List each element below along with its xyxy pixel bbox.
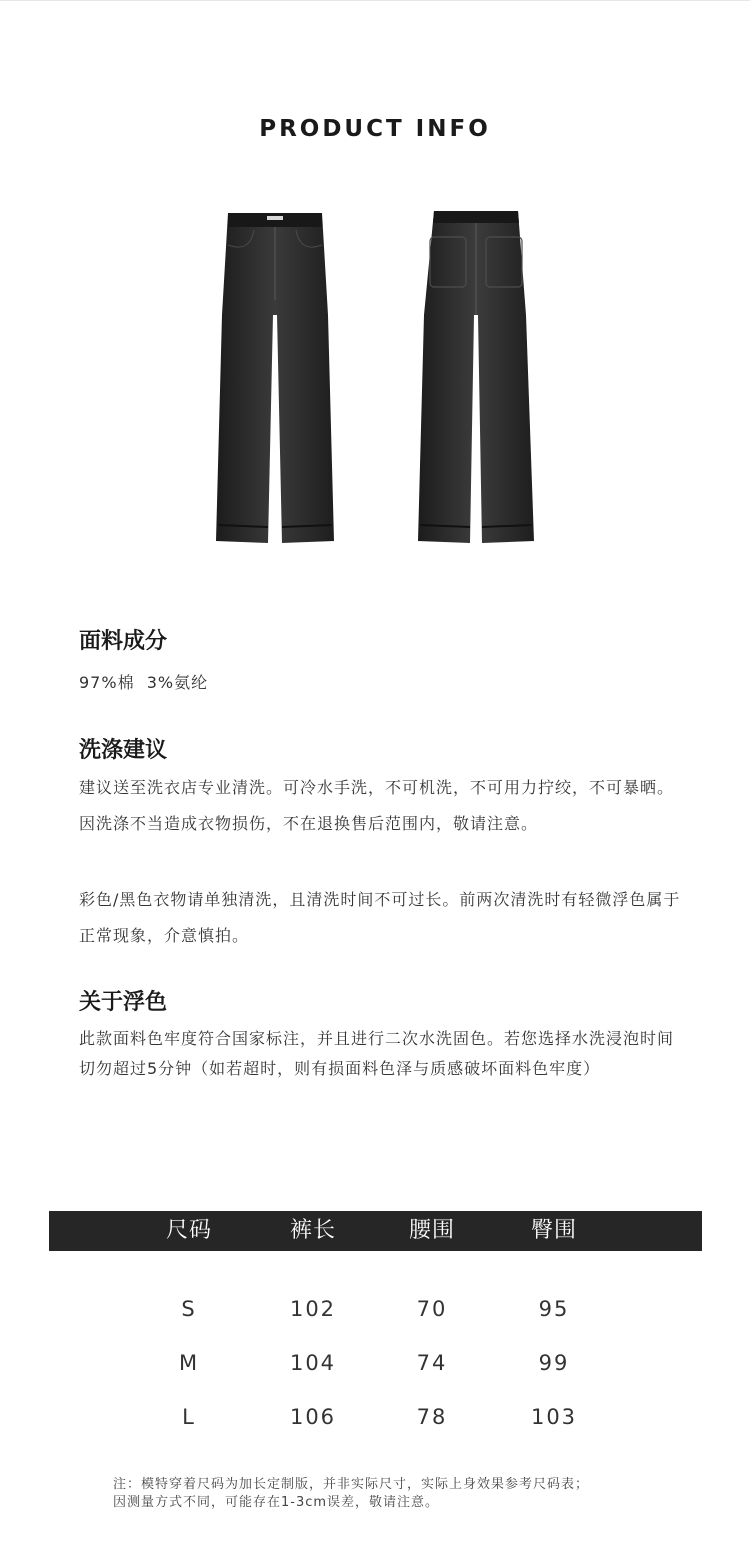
top-divider — [0, 0, 750, 1]
header-size: 尺码 — [165, 1218, 212, 1243]
length-cell: 102 — [289, 1297, 337, 1321]
header-length: 裤长 — [289, 1218, 336, 1243]
bleeding-title: 关于浮色 — [79, 990, 168, 1015]
washing-title: 洗涤建议 — [79, 738, 168, 763]
size-table-header — [49, 1211, 702, 1251]
page-title: PRODUCT INFO — [259, 116, 491, 142]
size-cell: M — [178, 1351, 200, 1375]
washing-paragraph-1: 建议送至洗衣店专业清洗。可冷水手洗，不可机洗，不可用力拧绞，不可暴晒。因洗涤不当造成衣物损伤，不在退换售后范围内，敬请注意。 — [79, 778, 675, 833]
hip-cell: 103 — [530, 1405, 578, 1429]
table-row — [49, 1282, 702, 1336]
fabric-section — [79, 627, 684, 701]
size-table — [49, 1211, 702, 1444]
hip-cell: 95 — [538, 1297, 570, 1321]
bleeding-text: 此款面料色牢度符合国家标注，并且进行二次水洗固色。若您选择水洗浸泡时间切勿超过5分钟（如若超时，则有损面料色泽与质感破坏面料色牢度） — [79, 1029, 675, 1078]
washing-section — [79, 736, 684, 954]
length-cell: 106 — [289, 1405, 337, 1429]
fabric-composition: 97%棉 3%氨纶 — [79, 673, 209, 692]
size-cell: L — [182, 1405, 196, 1429]
note-line-1: 注：模特穿着尺码为加长定制版，并非实际尺寸，实际上身效果参考尺码表； — [113, 1477, 590, 1492]
table-row — [49, 1390, 702, 1444]
length-cell: 104 — [289, 1351, 337, 1375]
jeans-back-image — [412, 205, 542, 550]
jeans-front-image — [210, 205, 340, 550]
note-line-2: 因测量方式不同，可能存在1-3cm误差，敬请注意。 — [113, 1495, 440, 1510]
waist-cell: 74 — [416, 1351, 448, 1375]
waist-cell: 70 — [416, 1297, 448, 1321]
header-waist: 腰围 — [408, 1218, 455, 1243]
size-note — [113, 1476, 673, 1512]
washing-paragraph-2: 彩色/黑色衣物请单独清洗，且清洗时间不可过长。前两次清洗时有轻微浮色属于正常现象，介意慎拍。 — [79, 890, 681, 945]
color-bleeding-section — [79, 988, 684, 1084]
fabric-title: 面料成分 — [79, 629, 168, 654]
table-row — [49, 1336, 702, 1390]
hip-cell: 99 — [538, 1351, 570, 1375]
header-hip: 臀围 — [530, 1218, 577, 1243]
size-cell: S — [181, 1297, 197, 1321]
waist-cell: 78 — [416, 1405, 448, 1429]
